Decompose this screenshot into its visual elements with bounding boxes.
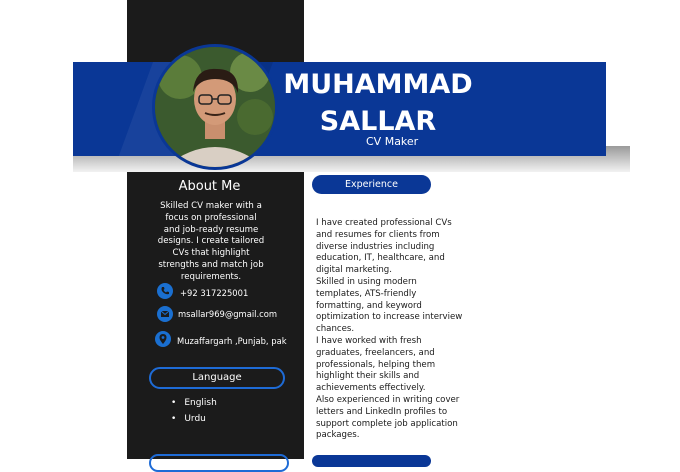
address-text: Muzaffargarh ,Punjab, pak	[177, 336, 287, 346]
person-illustration	[155, 47, 275, 167]
language-item-urdu: • Urdu	[171, 414, 206, 424]
name-line-last: SALLAR	[319, 106, 437, 137]
name-line-first: MUHAMMAD	[283, 69, 473, 100]
email-text: msallar969@gmail.com	[178, 309, 278, 319]
about-heading: About Me	[178, 179, 241, 194]
next-main-section-pill	[312, 455, 431, 467]
experience-heading: Experience	[312, 175, 431, 194]
language-heading	[149, 367, 285, 389]
language-heading-label: Language	[192, 372, 242, 383]
mail-icon	[157, 306, 173, 322]
phone-icon	[157, 283, 173, 299]
role-title: CV Maker	[366, 135, 419, 148]
next-section-pill	[149, 454, 289, 472]
phone-text: +92 317225001	[180, 288, 249, 298]
name-heading	[266, 66, 490, 140]
experience-text: I have created professional CVs and resumes for clients from diverse industries including education, IT, healthcare, and digital marketing. Skilled in using modern templates, ATS-friendly formatting, and keyword optimization to increase interview chances. I have worked with fresh graduates, freelancers, and professionals, helping them highlight their skills and achievements effectively. Also experienced in writing cover letters and LinkedIn profiles to support complete job application packages.	[316, 218, 463, 441]
location-icon	[155, 331, 171, 347]
language-item-english: • English	[171, 398, 217, 408]
about-text: Skilled CV maker with a focus on professional and job-ready resume designs. I create tailored CVs that highlight strengths and match job requirements.	[157, 201, 265, 282]
profile-photo	[152, 44, 278, 170]
